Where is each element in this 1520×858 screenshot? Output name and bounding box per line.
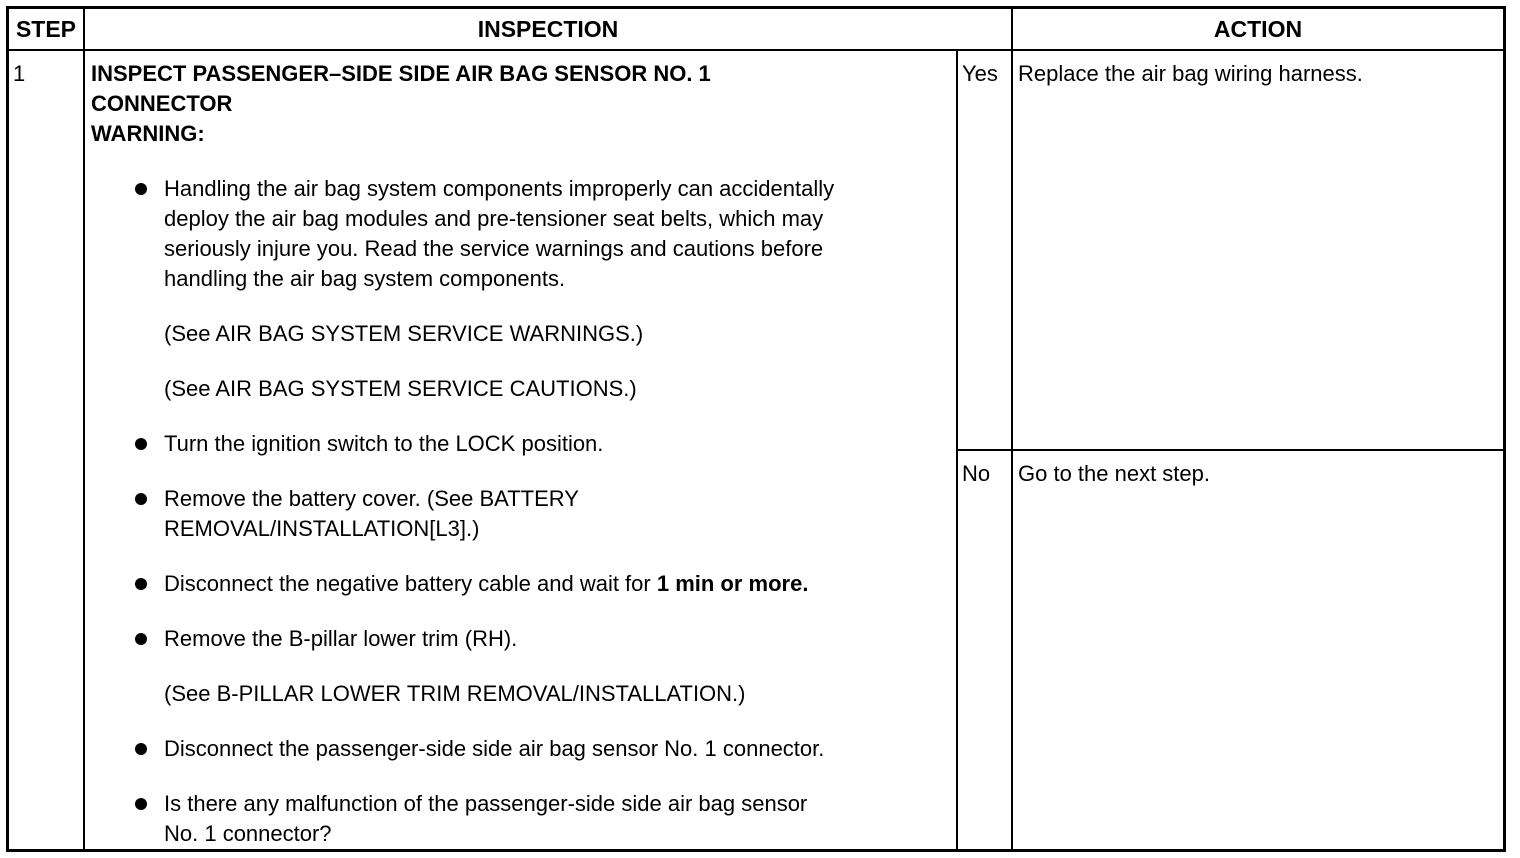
yes-no-divider (957, 449, 1503, 451)
no-action: Go to the next step. (1018, 461, 1211, 486)
bullet-icon (135, 438, 147, 450)
warning-text-line: Handling the air bag system components improperly can accidentally (164, 176, 835, 201)
step-disconnect-sensor: Disconnect the passenger-side side air bag sensor No. 1 connector. (164, 736, 825, 761)
question-line: No. 1 connector? (164, 821, 332, 846)
reference-warnings: (See AIR BAG SYSTEM SERVICE WARNINGS.) (164, 321, 644, 346)
header-divider (9, 49, 1503, 51)
inspection-title: INSPECT PASSENGER–SIDE SIDE AIR BAG SENSOR NO. 1 (91, 61, 711, 86)
bullet-icon (135, 798, 147, 810)
action-column-divider (1011, 9, 1013, 849)
no-label: No (962, 461, 991, 486)
bullet-icon (135, 183, 147, 195)
yes-action: Replace the air bag wiring harness. (1018, 61, 1363, 86)
question-line: Is there any malfunction of the passenger-side side air bag sensor (164, 791, 808, 816)
step-remove-trim: Remove the B-pillar lower trim (RH). (164, 626, 518, 651)
step-disconnect-battery (164, 569, 808, 599)
bullet-icon (135, 633, 147, 645)
step-ignition-lock: Turn the ignition switch to the LOCK position. (164, 431, 604, 456)
step-number: 1 (13, 61, 26, 86)
bullet-icon (135, 578, 147, 590)
inspection-title-cont: CONNECTOR (91, 91, 233, 116)
warning-text-line: handling the air bag system components. (164, 266, 566, 291)
warning-text-line: seriously injure you. Read the service warnings and cautions before (164, 236, 824, 261)
reference-cautions: (See AIR BAG SYSTEM SERVICE CAUTIONS.) (164, 376, 637, 401)
warning-label: WARNING: (91, 121, 205, 146)
step-disconnect-battery-text: Disconnect the negative battery cable and wait for (164, 571, 657, 596)
yes-label: Yes (962, 61, 998, 86)
header-step: STEP (15, 16, 77, 42)
wait-duration: 1 min or more. (656, 571, 809, 596)
reference-trim: (See B-PILLAR LOWER TRIM REMOVAL/INSTALLATION.) (164, 681, 746, 706)
step-column-divider (83, 9, 85, 849)
header-action: ACTION (1213, 16, 1303, 42)
step-remove-battery-cover-cont: REMOVAL/INSTALLATION[L3].) (164, 516, 480, 541)
step-remove-battery-cover: Remove the battery cover. (See BATTERY (164, 486, 579, 511)
header-inspection: INSPECTION (477, 16, 619, 42)
bullet-icon (135, 493, 147, 505)
inspection-table (6, 6, 1506, 852)
bullet-icon (135, 743, 147, 755)
warning-text-line: deploy the air bag modules and pre-tensioner seat belts, which may (164, 206, 824, 231)
